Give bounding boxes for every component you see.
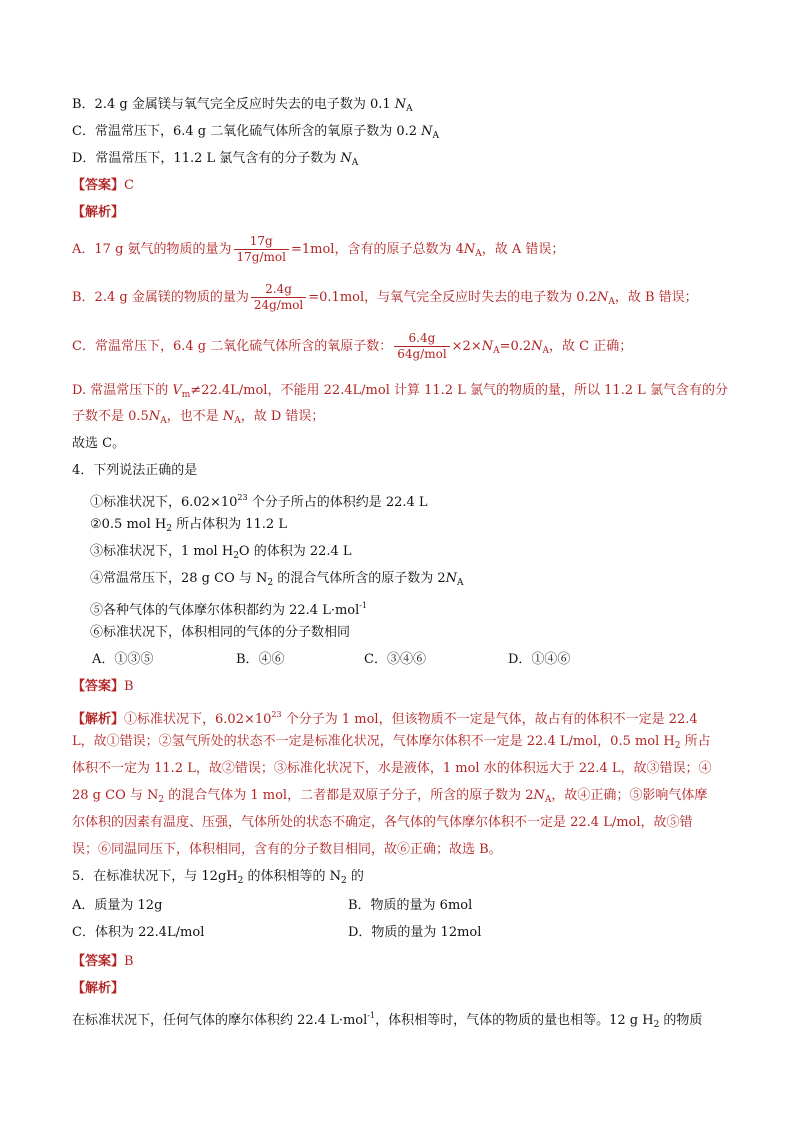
q4-explain-line1: 【解析】①标准状况下，$6.02\times 10^{23}$ 个分子为 1 mol，但该物质不一定是气体，故占有的体积不一定是 22.4 xyxy=(72,710,698,727)
q4-stem: 4．下列说法正确的是 xyxy=(72,463,198,478)
fraction: $\frac{6.4g}{\text{64g/mol}}$ xyxy=(394,331,449,362)
q4-statement-3: ③标准状况下，1 mol $H_2O$ 的体积为 22.4 L xyxy=(90,544,352,561)
q3-explain-c: C．常温常压下，6.4 g 二氧化硫气体所含的氧原子数： $\frac{6.4g}{\text{64g/mol}}$ $\times 2\times N_A=0.2N_A$，故 C 正确； xyxy=(72,331,633,361)
q5-option-c: C．体积为 22.4L/mol xyxy=(72,925,205,940)
q4-answer: 【答案】B xyxy=(72,679,134,694)
q3-option-c: C．常温常压下，6.4 g 二氧化硫气体所含的氧原子数为 0.2 $N_A$ xyxy=(72,124,440,141)
q4-statement-6: ⑥标准状况下，体积相同的气体的分子数相同 xyxy=(90,625,351,640)
q3-option-b: B．2.4 g 金属镁与氧气完全反应时失去的电子数为 0.1 $N_A$ xyxy=(72,97,413,114)
q4-explain-line2: L，故①错误；②氢气所处的状态不一定是标准化状况，气体摩尔体积不一定是 22.4 L/mol，0.5 mol $H_2$ 所占 xyxy=(72,734,711,751)
q5-analysis-label: 【解析】 xyxy=(72,981,125,996)
q4-option-d: D．①④⑥ xyxy=(508,652,571,667)
q3-explain-d-line2: 子数不是 $0.5N_A$，也不是 $N_A$，故 D 错误； xyxy=(72,409,325,426)
fraction: $\frac{17g}{\text{17g/mol}}$ xyxy=(234,234,289,265)
q3-option-d: D．常温常压下，11.2 L 氯气含有的分子数为 $N_A$ xyxy=(72,151,359,168)
q5-option-d: D．物质的量为 12mol xyxy=(348,925,482,940)
q5-answer: 【答案】B xyxy=(72,954,134,969)
q4-explain-line3: 体积不一定为 11.2 L，故②错误；③标准化状况下，水是液体，1 mol 水的体积远大于 22.4 L，故③错误；④ xyxy=(72,761,712,776)
q5-option-a: A．质量为 12g xyxy=(72,898,163,913)
q3-explain-d-line1: D. 常温常压下的 $V_m\ne 22.4L$/mol，不能用 22.4L/mol 计算 11.2 L 氯气的物质的量，所以 11.2 L 氯气含有的分 xyxy=(72,383,728,400)
q5-explain-line1: 在标准状况下，任何气体的摩尔体积约 22.4 L·mol$^{-1}$，体积相等时，气体的物质的量也相等。12 g $H_2$ 的物质 xyxy=(72,1011,703,1030)
q4-explain-line5: 尔体积的因素有温度、压强，气体所处的状态不确定，各气体的气体摩尔体积不一定是 22.4 L/mol，故⑤错 xyxy=(72,815,693,830)
q4-statement-4: ④常温常压下，28 g CO 与 $N_2$ 的混合气体所含的原子数为 $2N_A$ xyxy=(90,571,464,588)
fraction: $\frac{2.4g}{\text{24g/mol}}$ xyxy=(251,282,306,313)
q4-option-b: B．④⑥ xyxy=(236,652,285,667)
q3-analysis-label: 【解析】 xyxy=(72,205,125,220)
q5-stem: 5．在标准状况下，与 $12gH_2$ 的体积相等的 $N_2$ 的 xyxy=(72,869,364,886)
q3-explain-a: A．17 g 氨气的物质的量为 $\frac{17g}{\text{17g/mol}}$ =1mol，含有的原子总数为 $4N_A$，故 A 错误； xyxy=(72,234,565,264)
q4-explain-line4: 28 g CO 与 $N_2$ 的混合气体为 1 mol，二者都是双原子分子，所含的原子数为 $2N_A$，故④正确；⑤影响气体摩 xyxy=(72,788,708,805)
q4-option-c: C．③④⑥ xyxy=(364,652,426,667)
q4-option-a: A．①③⑤ xyxy=(92,652,154,667)
q3-final: 故选 C。 xyxy=(72,436,126,451)
q4-statement-5: ⑤各种气体的气体摩尔体积都约为 22.4 L·mol$^{-1}$ xyxy=(90,601,368,618)
q3-explain-b: B．2.4 g 金属镁的物质的量为 $\frac{2.4g}{\text{24g/mol}}$ =0.1mol，与氧气完全反应时失去的电子数为 $0.2N_A$，故 B 错误； xyxy=(72,282,698,312)
q4-explain-line6: 误；⑥同温同压下，体积相同，含有的分子数目相同，故⑥正确；故选 B。 xyxy=(72,842,502,857)
q3-answer: 【答案】C xyxy=(72,178,134,193)
q5-option-b: B．物质的量为 6mol xyxy=(348,898,473,913)
q4-statement-1: ①标准状况下，$6.02\times 10^{23}$ 个分子所占的体积约是 22.4 L xyxy=(90,493,428,510)
q4-statement-2: ②0.5 mol $H_2$ 所占体积为 11.2 L xyxy=(90,517,287,534)
